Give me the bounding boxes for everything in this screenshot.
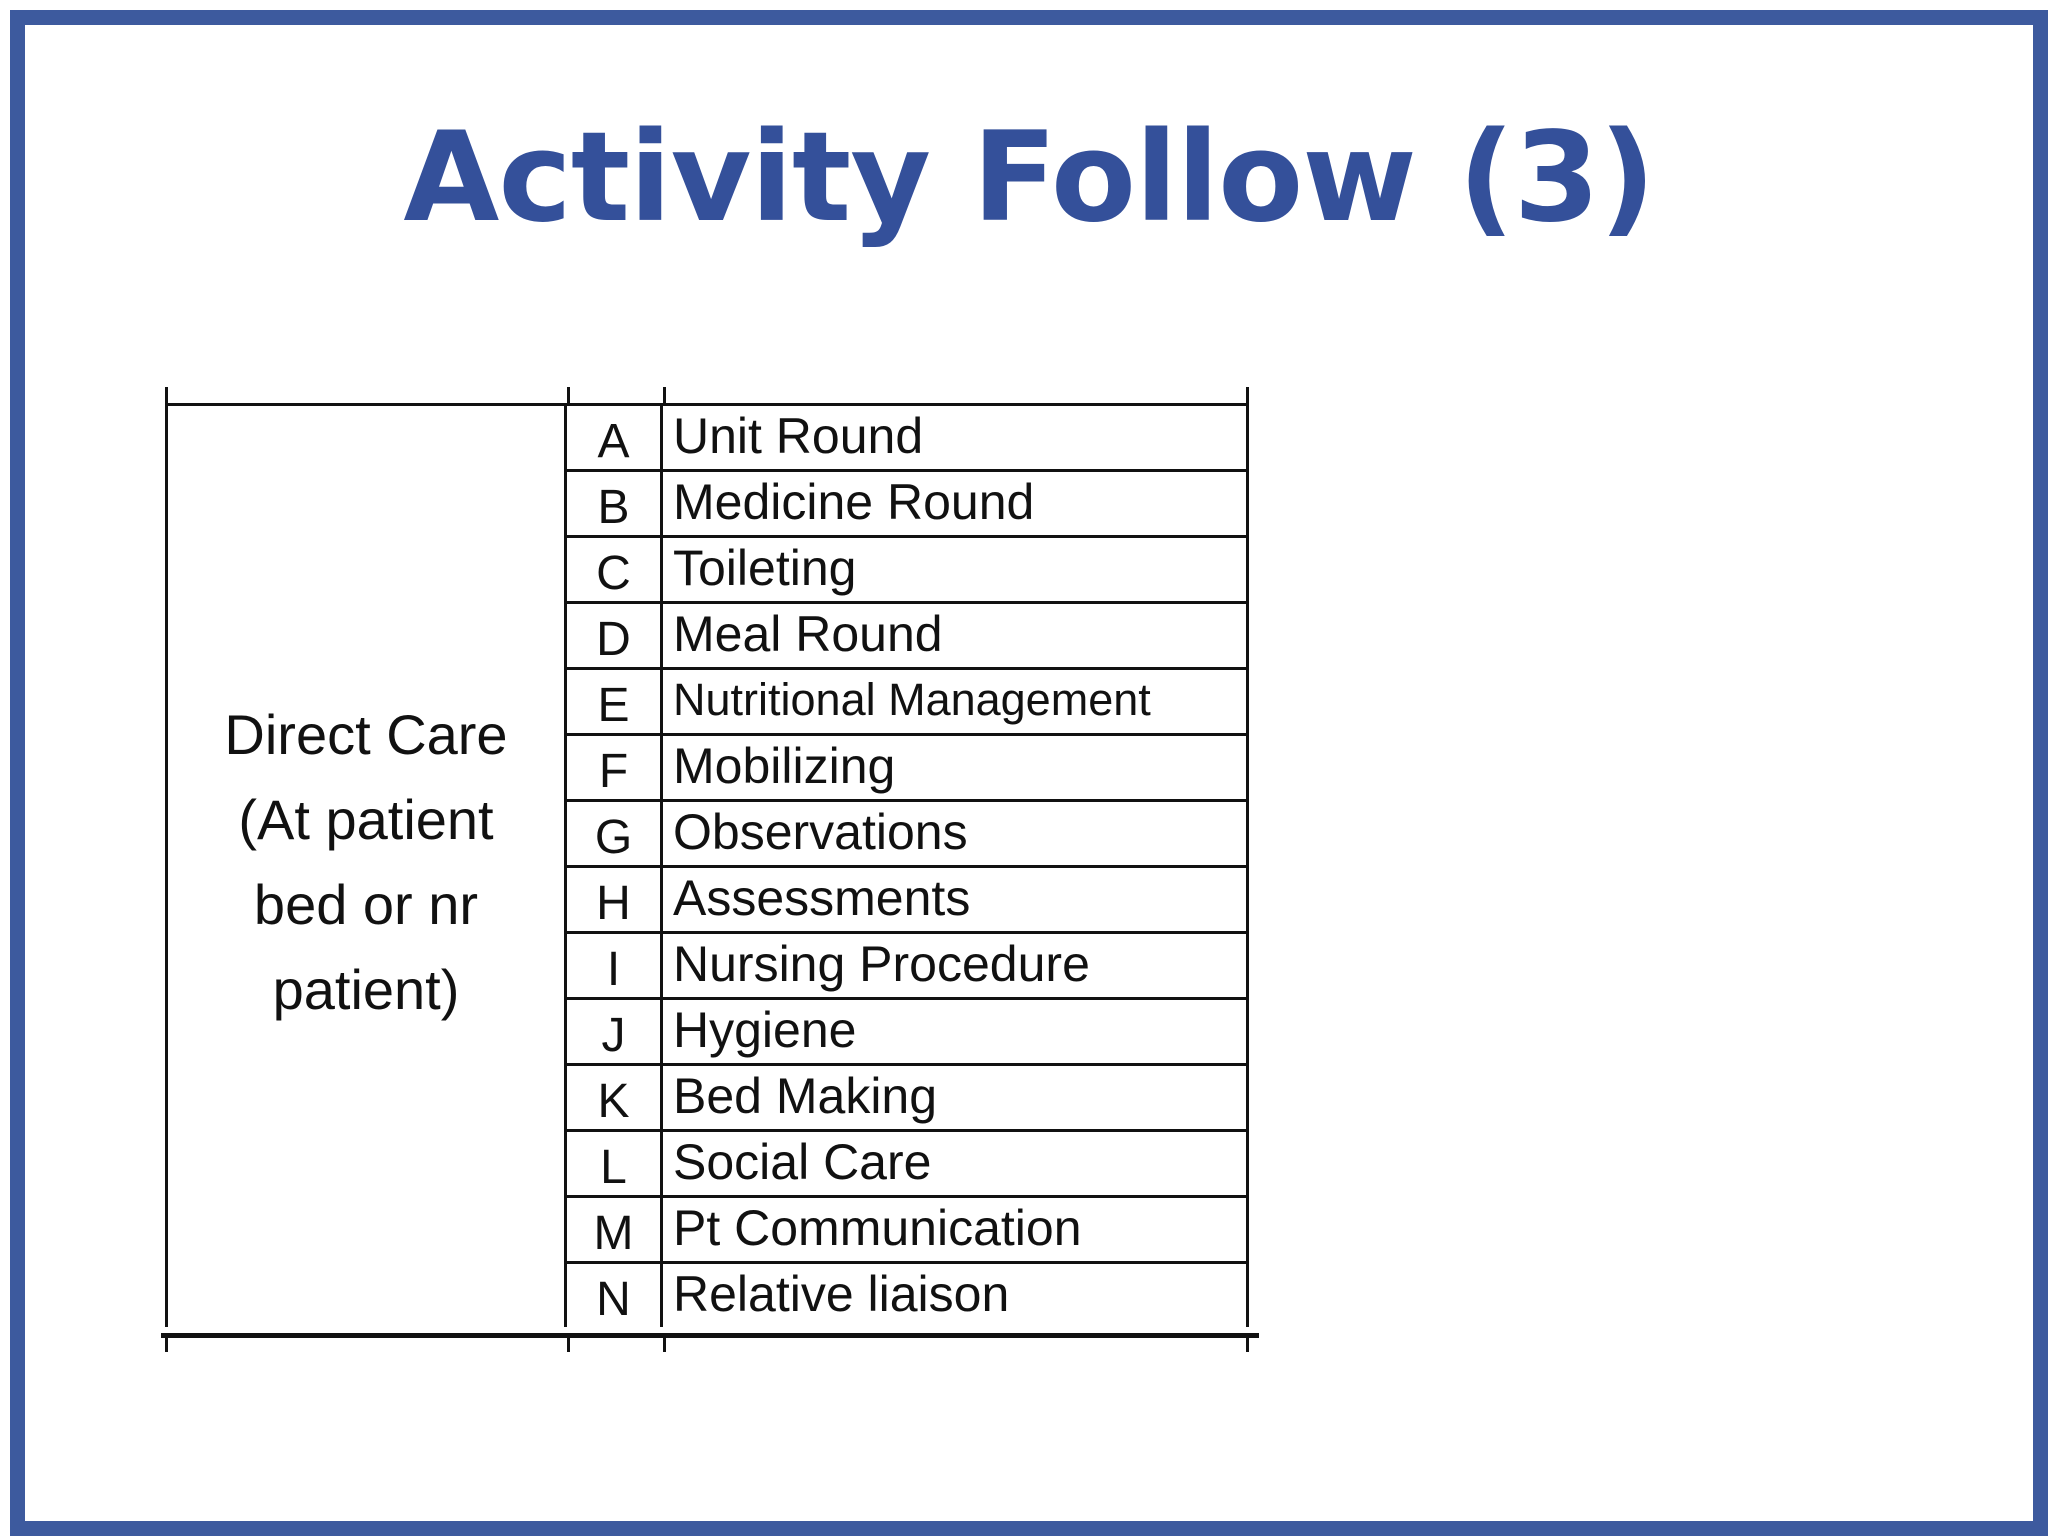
activity-label: Medicine Round bbox=[663, 472, 1249, 538]
table-stub bbox=[1246, 1338, 1249, 1352]
activity-code: I bbox=[567, 934, 663, 1000]
activity-label: Toileting bbox=[663, 538, 1249, 604]
activity-label: Observations bbox=[663, 802, 1249, 868]
activity-label: Relative liaison bbox=[663, 1264, 1249, 1327]
activity-code: B bbox=[567, 472, 663, 538]
category-cell: Direct Care (At patient bed or nr patient) bbox=[165, 406, 567, 1327]
table-stub bbox=[165, 1338, 168, 1352]
activity-table bbox=[153, 387, 1263, 1367]
activity-code: G bbox=[567, 802, 663, 868]
activity-label: Nutritional Management bbox=[663, 670, 1249, 736]
activity-code: M bbox=[567, 1198, 663, 1264]
activity-label: Meal Round bbox=[663, 604, 1249, 670]
activity-code: L bbox=[567, 1132, 663, 1198]
activity-label: Mobilizing bbox=[663, 736, 1249, 802]
slide-title: Activity Follow (3) bbox=[403, 106, 1655, 250]
activity-label: Pt Communication bbox=[663, 1198, 1249, 1264]
activity-code: E bbox=[567, 670, 663, 736]
activity-code: N bbox=[567, 1264, 663, 1327]
activity-code: D bbox=[567, 604, 663, 670]
slide-frame bbox=[10, 10, 2048, 1536]
activity-label: Hygiene bbox=[663, 1000, 1249, 1066]
table-bottom-rule bbox=[161, 1333, 1259, 1338]
activity-label: Bed Making bbox=[663, 1066, 1249, 1132]
activity-label: Assessments bbox=[663, 868, 1249, 934]
activity-code: A bbox=[567, 406, 663, 472]
activity-code: H bbox=[567, 868, 663, 934]
activity-code: C bbox=[567, 538, 663, 604]
activity-grid bbox=[165, 403, 1249, 1327]
activity-code: F bbox=[567, 736, 663, 802]
activity-label: Nursing Procedure bbox=[663, 934, 1249, 1000]
activity-label: Unit Round bbox=[663, 406, 1249, 472]
table-stub bbox=[567, 1338, 570, 1352]
activity-code: J bbox=[567, 1000, 663, 1066]
activity-code: K bbox=[567, 1066, 663, 1132]
activity-label: Social Care bbox=[663, 1132, 1249, 1198]
table-stub bbox=[663, 1338, 666, 1352]
